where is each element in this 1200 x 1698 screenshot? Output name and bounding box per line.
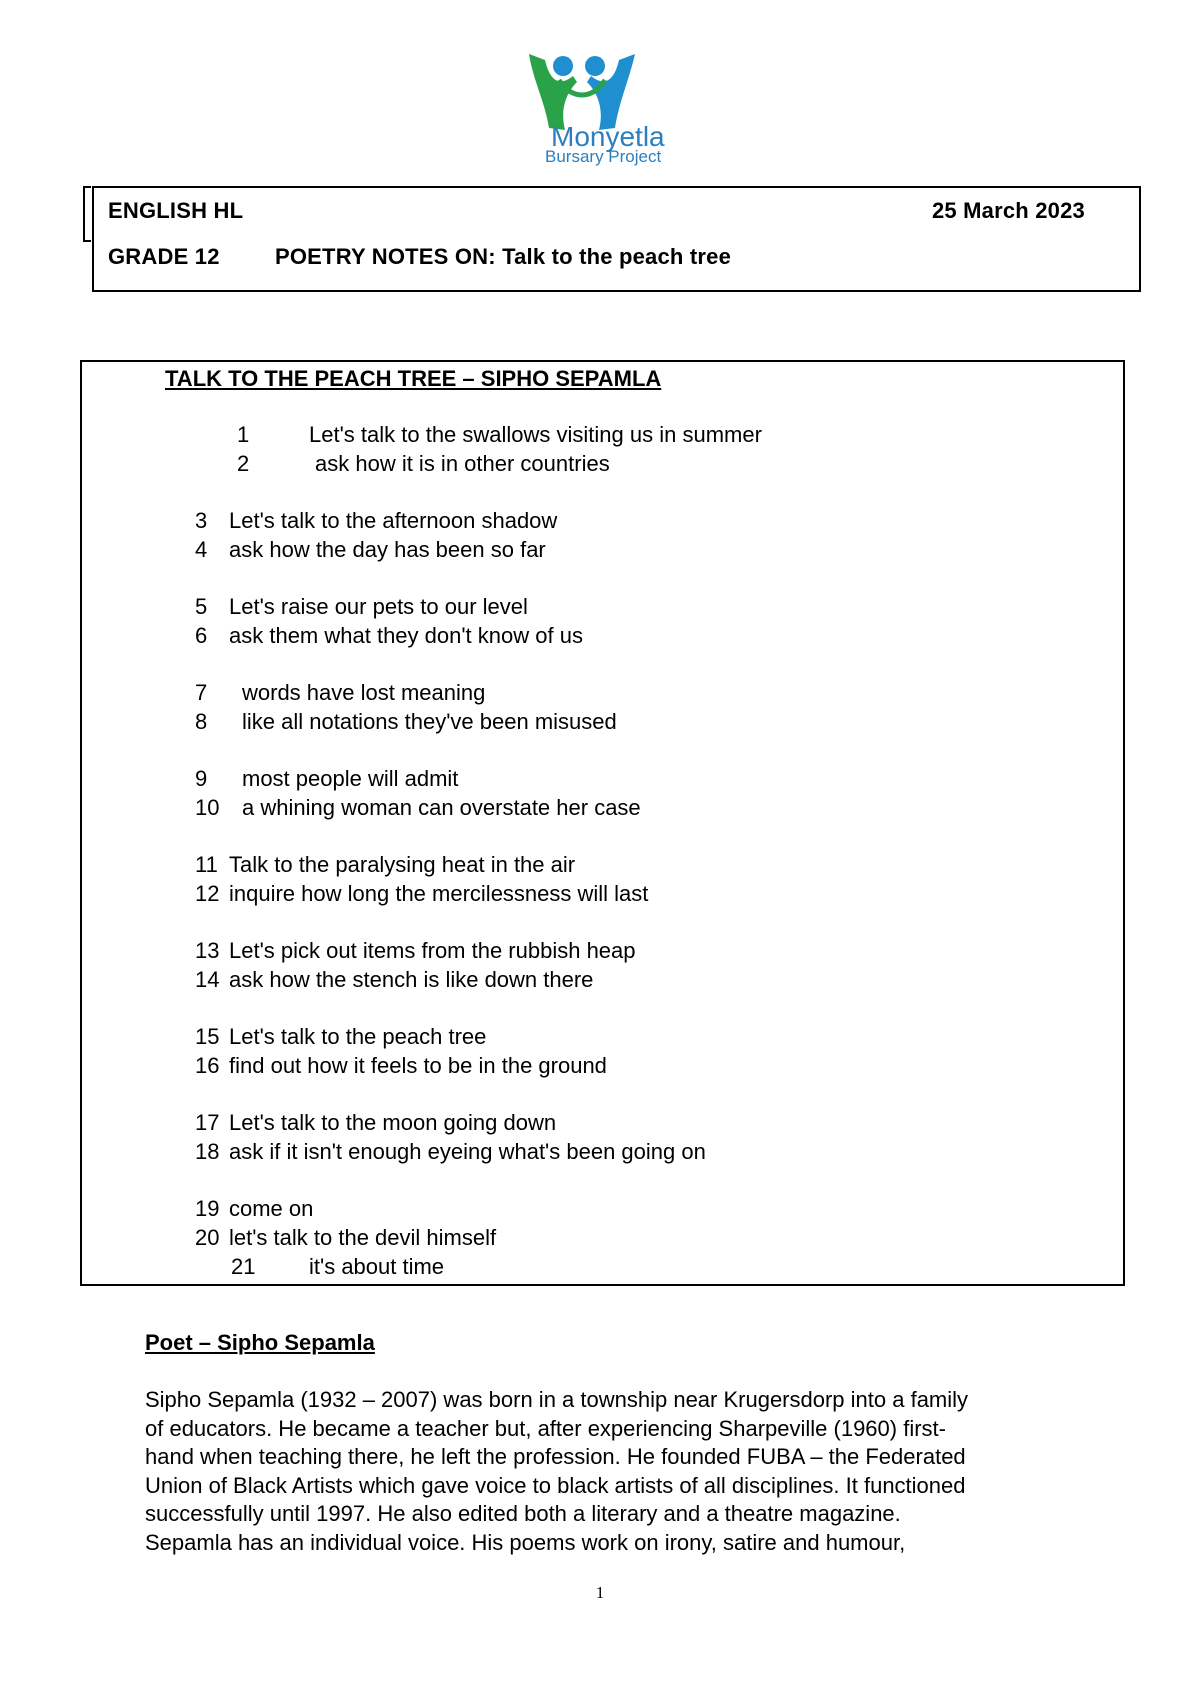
bio-line: Union of Black Artists which gave voice to black artists of all disciplines. It functioned xyxy=(145,1472,966,1498)
line-text: ask how it is in other countries xyxy=(315,451,610,476)
line-text: inquire how long the mercilessness will last xyxy=(229,881,649,906)
poet-heading: Poet – Sipho Sepamla xyxy=(145,1330,375,1355)
line-number: 2 xyxy=(237,451,250,476)
poet-bio xyxy=(145,1386,1075,1558)
poem-title: TALK TO THE PEACH TREE – SIPHO SEPAMLA xyxy=(165,366,662,391)
grade-label: GRADE 12 xyxy=(108,244,220,269)
poem-box xyxy=(80,360,1125,1286)
line-number: 20 xyxy=(195,1225,220,1250)
header-box xyxy=(92,186,1141,292)
line-number: 19 xyxy=(195,1196,220,1221)
line-number: 15 xyxy=(195,1024,220,1049)
line-text: find out how it feels to be in the ground xyxy=(229,1053,607,1078)
topic-label: POETRY NOTES ON: Talk to the peach tree xyxy=(275,244,732,269)
logo-head-right xyxy=(585,56,605,76)
logo-name-line1: Monyetla xyxy=(551,121,665,152)
line-number: 6 xyxy=(195,623,208,648)
line-number: 21 xyxy=(231,1254,256,1279)
line-number: 8 xyxy=(195,709,208,734)
line-text: a whining woman can overstate her case xyxy=(242,795,641,820)
line-number: 13 xyxy=(195,938,220,963)
line-text: come on xyxy=(229,1196,314,1221)
bio-line: successfully until 1997. He also edited both a literary and a theatre magazine. xyxy=(145,1501,901,1527)
line-text: ask how the day has been so far xyxy=(229,537,546,562)
logo-head-left xyxy=(553,56,573,76)
line-text: let's talk to the devil himself xyxy=(229,1225,497,1250)
line-number: 18 xyxy=(195,1139,220,1164)
bio-line: hand when teaching there, he left the profession. He founded FUBA – the Federated xyxy=(145,1444,966,1470)
header-box-tab xyxy=(83,186,91,242)
line-number: 10 xyxy=(195,795,220,820)
bio-line: of educators. He became a teacher but, after experiencing Sharpeville (1960) first- xyxy=(145,1415,946,1441)
line-number: 17 xyxy=(195,1110,220,1135)
line-text: Let's talk to the peach tree xyxy=(229,1024,487,1049)
bio-line: Sipho Sepamla (1932 – 2007) was born in a township near Krugersdorp into a family xyxy=(145,1387,969,1412)
line-text: like all notations they've been misused xyxy=(242,709,617,734)
logo-name-line2: Bursary Project xyxy=(545,147,662,166)
line-text: ask how the stench is like down there xyxy=(229,967,594,992)
line-number: 16 xyxy=(195,1053,220,1078)
line-text: Let's pick out items from the rubbish heap xyxy=(229,938,636,963)
line-number: 11 xyxy=(195,852,218,877)
line-number: 9 xyxy=(195,766,208,791)
line-number: 5 xyxy=(195,594,208,619)
page-number: 1 xyxy=(595,1583,605,1602)
line-number: 7 xyxy=(195,680,208,705)
monyetla-logo xyxy=(515,50,687,170)
line-text: Let's talk to the moon going down xyxy=(229,1110,557,1135)
date-label: 25 March 2023 xyxy=(931,198,1085,223)
line-text: Talk to the paralysing heat in the air xyxy=(229,852,576,877)
line-text: Let's raise our pets to our level xyxy=(229,594,528,619)
line-number: 12 xyxy=(195,881,220,906)
line-text: ask if it isn't enough eyeing what's been going on xyxy=(229,1139,706,1164)
line-text: words have lost meaning xyxy=(242,680,486,705)
line-number: 3 xyxy=(195,508,208,533)
bio-line: Sepamla has an individual voice. His poems work on irony, satire and humour, xyxy=(145,1529,906,1555)
line-number: 1 xyxy=(237,422,250,447)
line-text: ask them what they don't know of us xyxy=(229,623,583,648)
line-text: most people will admit xyxy=(242,766,459,791)
line-number: 14 xyxy=(195,967,220,992)
line-number: 4 xyxy=(195,537,208,562)
logo-graphic xyxy=(515,50,687,170)
subject-label: ENGLISH HL xyxy=(108,198,244,223)
line-text: Let's talk to the swallows visiting us in summer xyxy=(309,422,762,447)
line-text: it's about time xyxy=(309,1254,445,1279)
line-text: Let's talk to the afternoon shadow xyxy=(229,508,558,533)
